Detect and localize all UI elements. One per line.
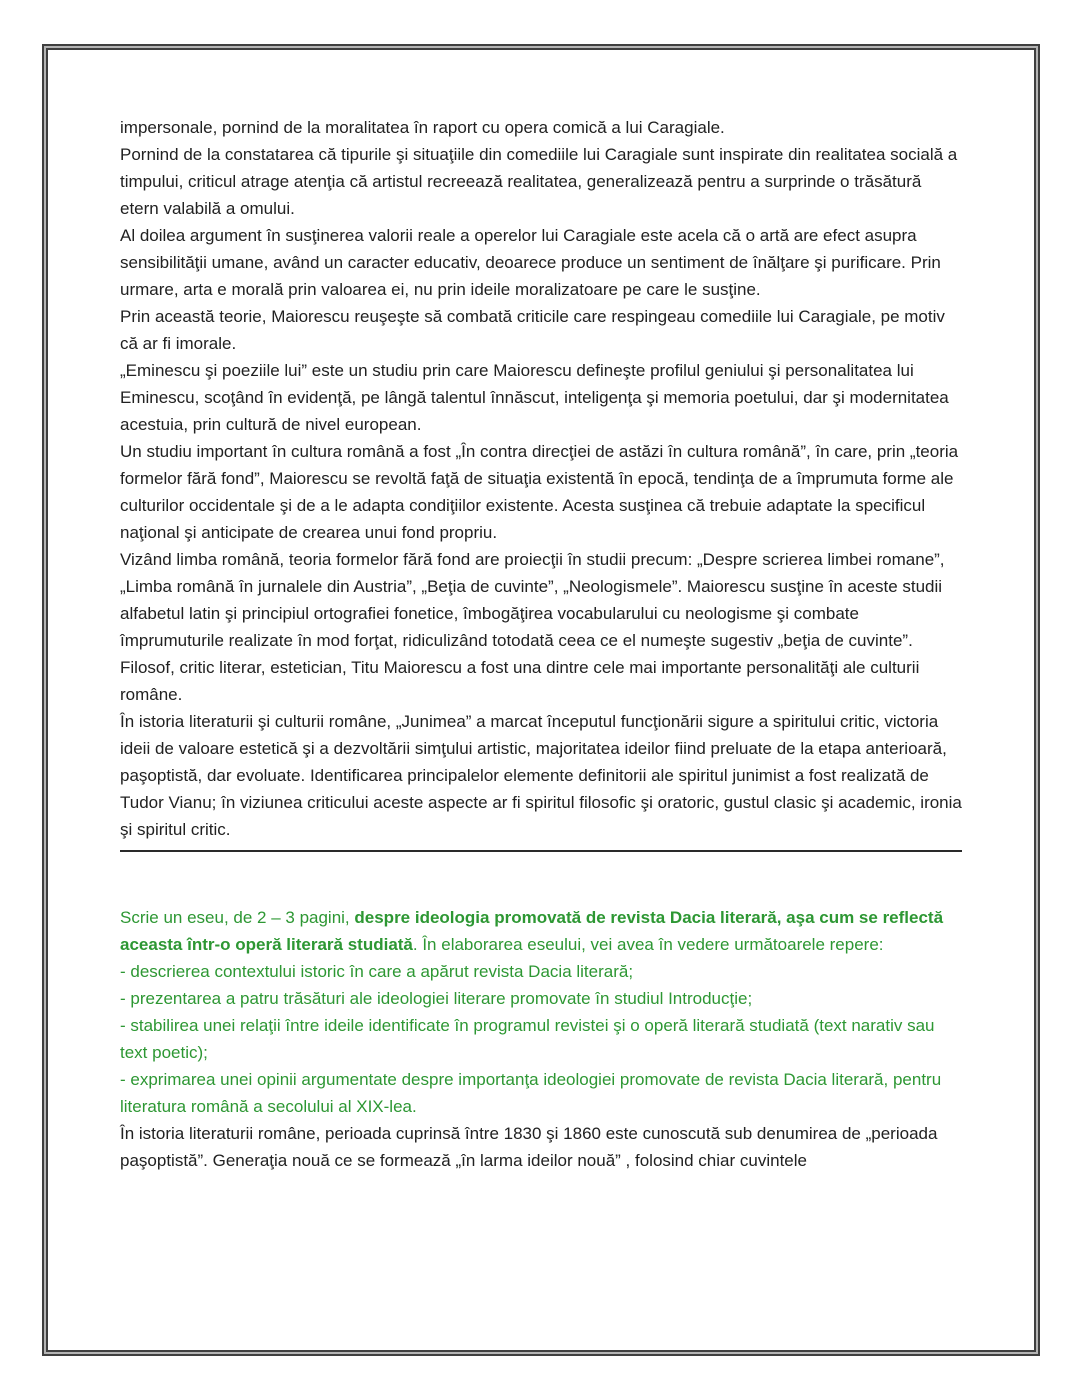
essay-paragraph: „Eminescu şi poeziile lui” este un studiu prin care Maiorescu defineşte profilul geniului şi personalitatea lui Eminescu, scoţând în evidenţă, pe lângă talentul înnăscut, inteligenţa şi memoria poetului, dar şi modernitatea acestuia, prin cultură de nivel european. [120, 361, 949, 434]
closing-paragraph: În istoria literaturii române, perioada cuprinsă între 1830 şi 1860 este cunoscută sub denumirea de „perioada paşoptistă”. Generaţia nouă ce se formează „în larma ideilor nouă” , folosind chiar cuvintele [120, 1124, 938, 1170]
assignment-bullet: - exprimarea unei opinii argumentate despre importanţa ideologiei promovate de revista Dacia literară, pentru literatura română a secolului al XIX-lea. [120, 1070, 942, 1116]
assignment-bullet: - stabilirea unei relaţii între ideile identificate în programul revistei şi o operă literară studiată (text narativ sau text poetic); [120, 1016, 935, 1062]
page-border [42, 44, 1040, 1356]
page-content [120, 114, 962, 1174]
assignment-intro: Scrie un eseu, de 2 – 3 pagini, despre ideologia promovată de revista Dacia literară, aşa cum se reflectă aceasta într-o operă literară studiată. În elaborarea eseului, vei avea în vedere următoarele repere: [120, 908, 944, 954]
essay-paragraph: Un studiu important în cultura română a fost „În contra direcţiei de astăzi în cultura română”, în care, prin „teoria formelor fără fond”, Maiorescu se revoltă faţă de situaţia existentă în epocă, tendinţa de a împrumuta forme ale culturilor occidentale şi de a le adapta condiţiilor existente. Acesta susţinea că trebuie adaptate la specificul naţional şi anticipate de crearea unui fond propriu. [120, 442, 959, 542]
essay-paragraph: Pornind de la constatarea că tipurile şi situaţiile din comediile lui Caragiale sunt inspirate din realitatea socială a timpului, criticul atrage atenţia că artistul recreează realitatea, generalizează pentru a surprinde o trăsătură etern valabilă a omului. [120, 145, 958, 218]
essay-paragraph: În istoria literaturii şi culturii române, „Junimea” a marcat începutul funcţionării sigure a spiritului critic, victoria ideii de valoare estetică şi a dezvoltării simţului artistic, majoritatea ideilor fiind preluate de la etapa anterioară, paşoptistă, dar evoluate. Identificarea principalelor elemente definitorii ale spiritul junimist a fost realizată de Tudor Vianu; în viziunea criticului aceste aspecte ar fi spiritul filosofic şi oratoric, gustul clasic şi academic, ironia şi spiritul critic. [120, 712, 962, 839]
document-page [46, 48, 1036, 1352]
assignment-bullet: - prezentarea a patru trăsături ale ideologiei literare promovate în studiul Introducţie; [120, 989, 753, 1008]
essay-section [120, 114, 962, 852]
essay-paragraph: Filosof, critic literar, estetician, Titu Maiorescu a fost una dintre cele mai importante personalităţi ale culturii române. [120, 658, 920, 704]
essay-paragraph: Al doilea argument în susţinerea valorii reale a operelor lui Caragiale este acela că o artă are efect asupra sensibilităţii umane, având un caracter educativ, deoarece produce un sentiment de înălţare şi purificare. Prin urmare, arta e morală prin valoarea ei, nu prin ideile moralizatoare pe care le susţine. [120, 226, 941, 299]
essay-paragraph: Vizând limba română, teoria formelor fără fond are proiecţii în studii precum: „Despre scrierea limbei romane”, „Limba română în jurnalele din Austria”, „Beţia de cuvinte”, „Neologismele”. Maiorescu susţine în aceste studii alfabetul latin şi principiul ortografiei fonetice, îmbogăţirea vocabularului cu neologisme şi combate împrumuturile realizate în mod forţat, ridiculizând totodată ceea ce el numeşte sugestiv „beţia de cuvinte”. [120, 550, 945, 650]
essay-paragraph: Prin această teorie, Maiorescu reuşeşte să combată criticile care respingeau comediile lui Caragiale, pe motiv că ar fi imorale. [120, 307, 945, 353]
assignment-bullet: - descrierea contextului istoric în care a apărut revista Dacia literară; [120, 962, 634, 981]
essay-paragraph: impersonale, pornind de la moralitatea în raport cu opera comică a lui Caragiale. [120, 118, 725, 137]
assignment-section [120, 904, 962, 1120]
